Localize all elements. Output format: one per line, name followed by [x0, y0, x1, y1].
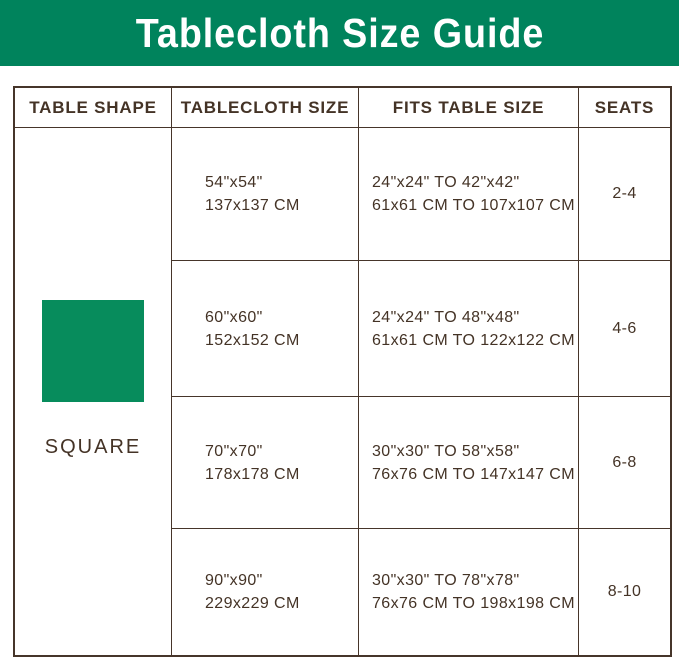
size-guide-table	[13, 86, 672, 657]
cloth-size-cm: 229x229 CM	[205, 595, 300, 612]
column-header-fits-table-size: FITS TABLE SIZE	[359, 88, 579, 128]
cloth-size-cm: 152x152 CM	[205, 331, 300, 349]
column-header-seats: SEATS	[579, 88, 670, 128]
table-row-2-fits-table-size	[359, 261, 579, 397]
square-shape-icon	[42, 300, 144, 402]
cloth-size-cm: 178x178 CM	[205, 465, 300, 483]
shape-label: SQUARE	[44, 436, 142, 458]
fits-size-inches: 24"x24" TO 42"x42"	[372, 174, 520, 191]
fits-size-inches: 30"x30" TO 78"x78"	[372, 572, 520, 589]
fits-size-inches: 30"x30" TO 58"x58"	[372, 442, 520, 460]
table-row-4-seats: 8-10	[607, 583, 642, 600]
table-row-1-tablecloth-size	[172, 128, 359, 261]
table-row-2-tablecloth-size	[172, 261, 359, 397]
table-row-3-seats: 6-8	[579, 397, 670, 529]
fits-size-cm: 61x61 CM TO 107x107 CM	[372, 197, 575, 214]
page-title: Tablecloth Size Guide	[135, 9, 544, 56]
cloth-size-inches: 70"x70"	[205, 442, 263, 460]
fits-size-cm: 76x76 CM TO 147x147 CM	[372, 465, 575, 483]
table-row-4-tablecloth-size	[172, 529, 359, 655]
title-banner	[0, 0, 679, 66]
column-header-table-shape: TABLE SHAPE	[15, 88, 172, 128]
cloth-size-cm: 137x137 CM	[205, 197, 300, 214]
table-row-3-fits-table-size	[359, 397, 579, 529]
column-header-tablecloth-size: TABLECLOTH SIZE	[172, 88, 359, 128]
table-shape-cell	[15, 128, 172, 655]
cloth-size-inches: 90"x90"	[205, 572, 263, 589]
fits-size-inches: 24"x24" TO 48"x48"	[372, 308, 520, 326]
fits-size-cm: 61x61 CM TO 122x122 CM	[372, 331, 575, 349]
table-row-3-tablecloth-size	[172, 397, 359, 529]
table-row-1-fits-table-size	[359, 128, 579, 261]
fits-size-cm: 76x76 CM TO 198x198 CM	[372, 595, 575, 612]
cloth-size-inches: 60"x60"	[205, 308, 263, 326]
table-row-1-seats: 2-4	[579, 128, 670, 261]
table-row-4-fits-table-size	[359, 529, 579, 655]
table-row-2-seats: 4-6	[579, 261, 670, 397]
cloth-size-inches: 54"x54"	[205, 174, 263, 191]
